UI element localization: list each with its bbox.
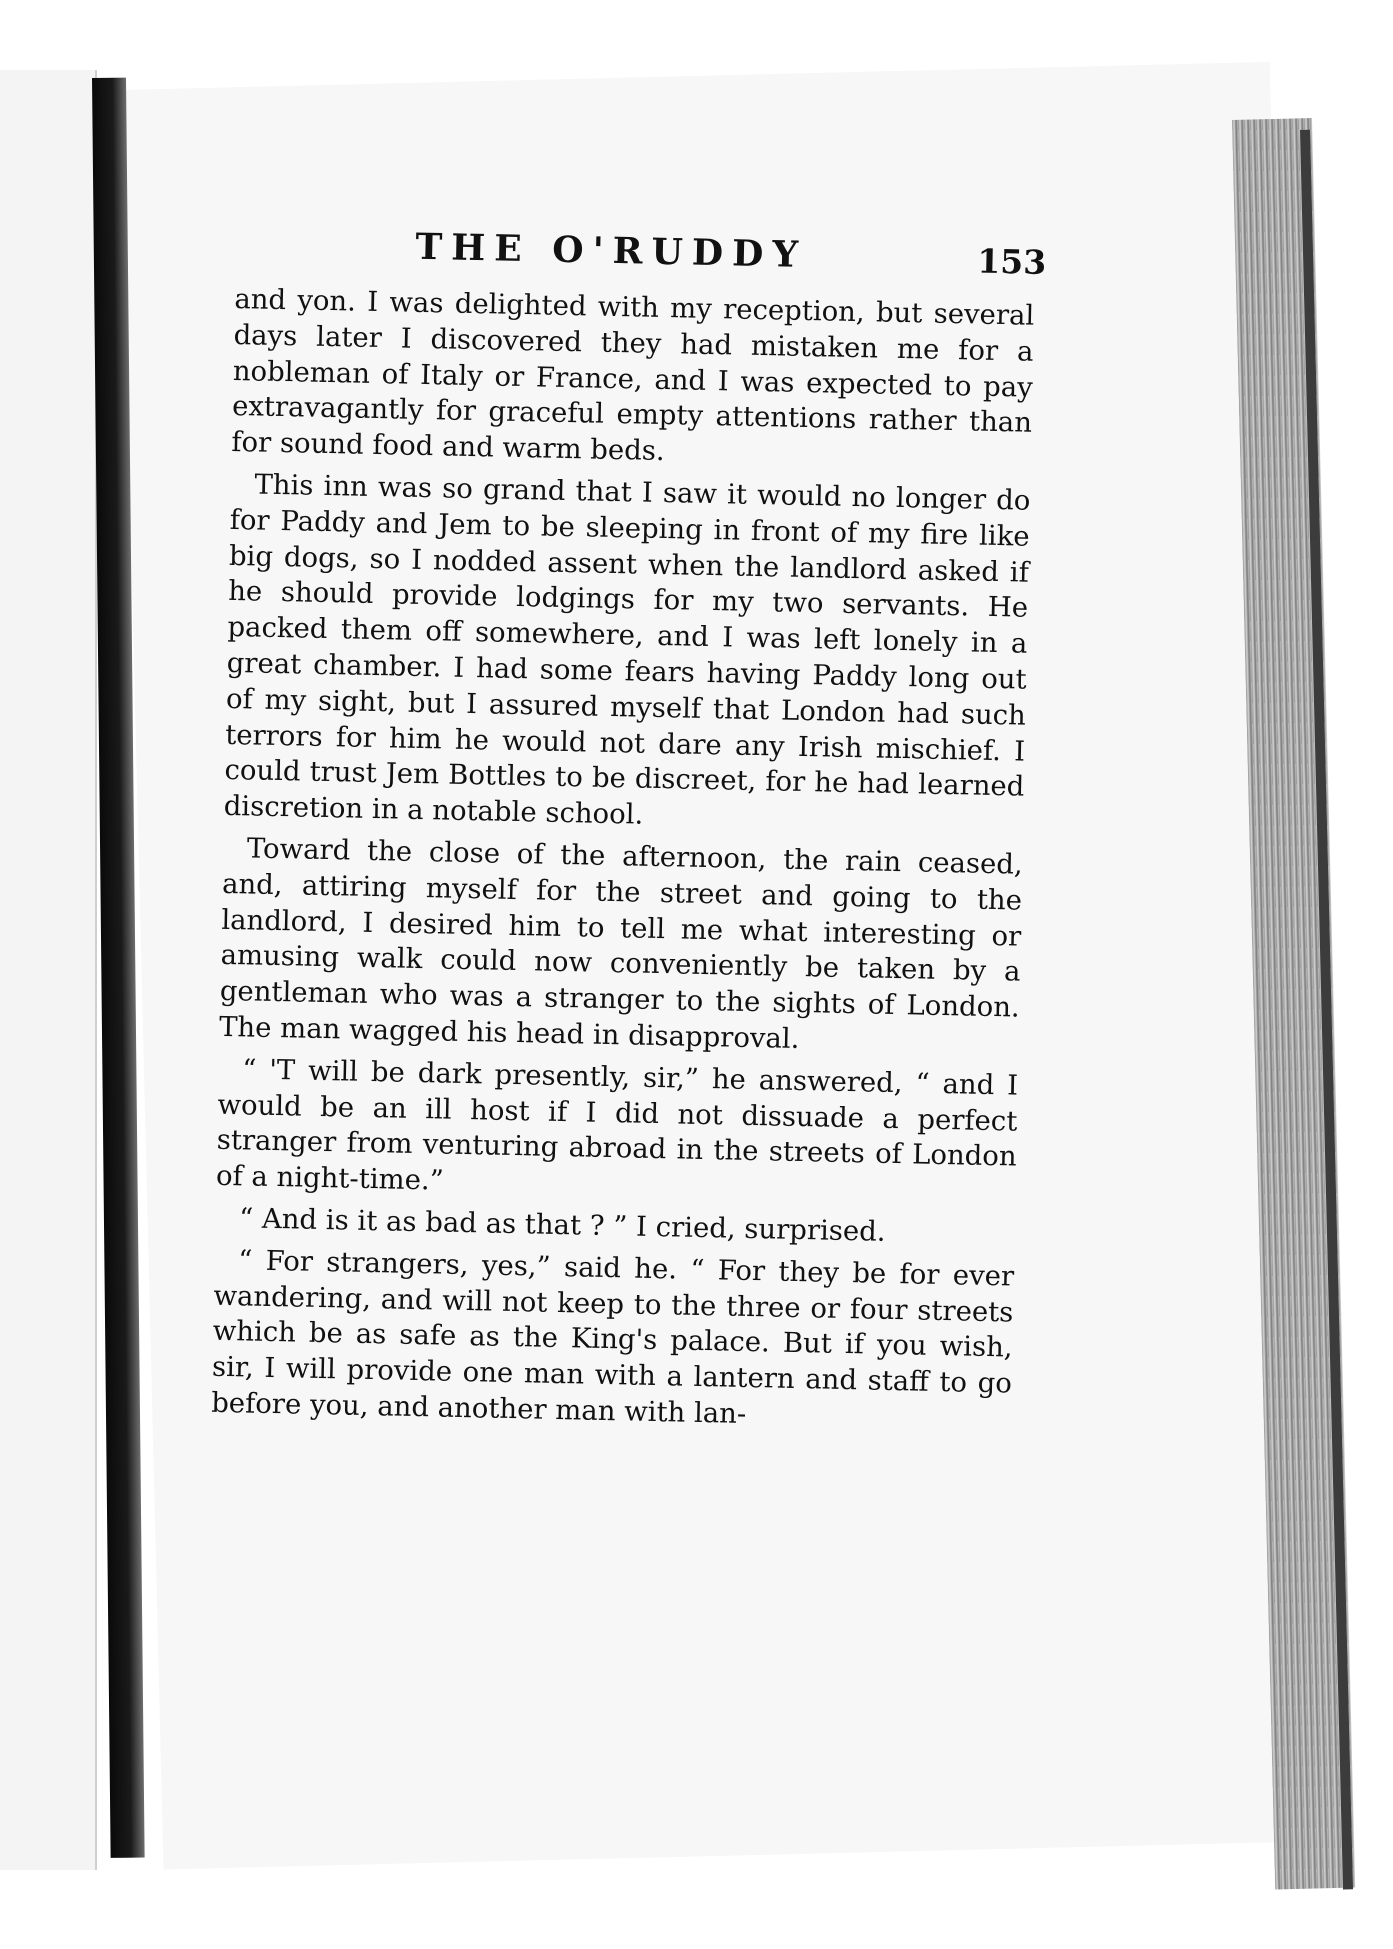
paragraph-5: “ And is it as bad as that ? ” I cried, surprised.	[238, 1202, 886, 1248]
paragraph-4: “ 'T will be dark presently, sir,” he answered, “ and I would be an ill host if I did not dissuade a perfect stranger from venturing abroad in the streets of London of a night-time.”	[215, 1053, 1019, 1197]
paragraph-6: “ For strangers, yes,” said he. “ For they be for ever wandering, and will not keep to the three or four streets which be as safe as the King's palace. But if you wish, sir, I will provide one man with a lantern and staff to go before you, and another man with lan-	[210, 1243, 1015, 1430]
paragraph-1: and yon. I was delighted with my reception, but several days later I discovered they had mistaken me for a nobleman of Italy or France, and I was expected to pay extravagantly for graceful empty attentions rather than for sound food and warm beds.	[231, 282, 1035, 468]
paragraph-2: This inn was so grand that I saw it would no longer do for Paddy and Jem to be sleeping in front of my fire like big dogs, so I nodded assent when the landlord asked if he should provide lodgings for my two servants. He packed them off somewhere, and I was left lonely in a great chamber. I had some fears having Paddy long out of my sight, but I assured myself that London had such terrors for him he would not dare any Irish mischief. I could trust Jem Bottles to be discreet, for he had learned discretion in a notable school.	[223, 468, 1031, 831]
facing-page-edge	[0, 70, 97, 1870]
paragraph-3: Toward the close of the afternoon, the rain ceased, and, attiring myself for the street and going to the landlord, I desired him to tell me what interesting or amusing walk could now conveniently be taken by a gentleman who was a stranger to the sights of London. The man wagged his head in disapproval.	[218, 832, 1024, 1055]
running-head: THE O'RUDDY	[415, 225, 808, 276]
page-content	[210, 222, 1047, 1438]
page-number: 153	[976, 241, 1047, 282]
